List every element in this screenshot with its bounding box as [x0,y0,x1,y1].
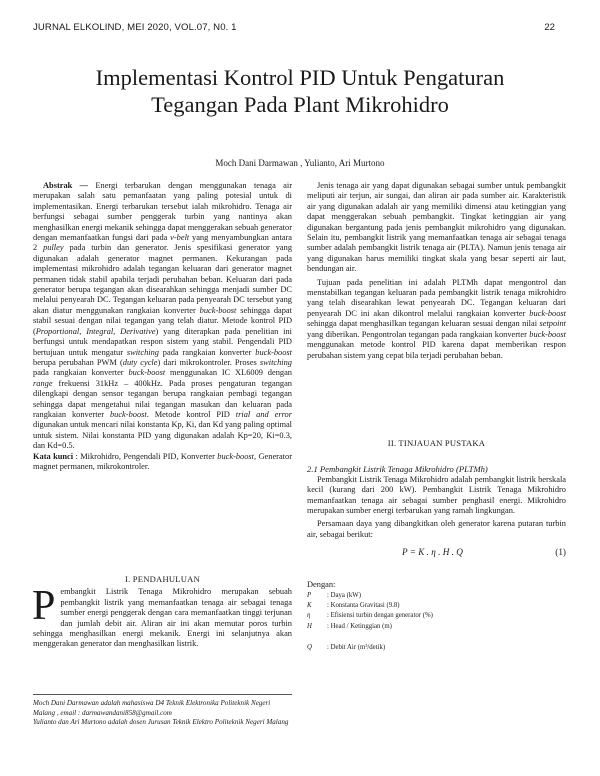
introduction-paragraph: Pembangkit Listrik Tenaga Mikrohidro merupakan sebuah pembangkit listrik yang memanfaatkan tenaga air sebagai tenaga sumber energi penggerak dengan cara memanfaatkan tinggi terjunan dan jumlah debit air. Aliran air ini akan memutar poros turbin sehingga menghasilkan energi mekanik. Energi ini selanjutnya akan menggerakan generator dan menghasilkan listrik. [32,583,292,649]
variable-definitions [307,591,566,653]
equation-number: (1) [555,547,566,558]
title-line-1: Implementasi Kontrol PID Untuk Pengaturan [95,65,505,90]
footnote-author-2: Yulianto dan Ari Murtono adalah dosen Jurusan Teknik Elektro Politeknik Negeri Malang [33,718,289,727]
footnote-author-1: Moch Dani Darmawan adalah mahasiswa D4 Teknik Elektronika Politeknik Negeri Malang , email : darmawandani858@gmail.com [33,699,271,717]
right-column [307,181,566,361]
left-column [33,181,292,472]
journal-header: JURNAL ELKOLIND, MEI 2020, VOL.07, N0. 1 [33,22,237,33]
keywords-label: Kata kunci [33,451,74,461]
footnote-divider [33,694,292,695]
definition-row: Q : Debit Air (m³/detik) [307,643,386,651]
dengan-label: Dengan: [307,580,336,590]
author-list: Moch Dani Darmawan , Yulianto, Ari Murtono [215,158,385,168]
introduction-section [33,574,292,650]
page-number: 22 [544,22,555,33]
title-line-2: Tegangan Pada Plant Mikrohidro [151,92,449,117]
keywords: Kata kunci : Mikrohidro, Pengendali PID, Konverter buck-boost, Generator magnet permanen, mikrokontroler. [33,451,292,471]
section-heading-pendahuluan: I. PENDAHULUAN [125,574,200,584]
paragraph-objective: Tujuan pada penelitian ini adalah PLTMh dapat mengontrol dan menstabilkan tegangan keluaran pada pembangkit listrik tenaga mikrohidro yang telah disearahkan lewat penyearah DC. Tegangan keluaran dari penyearah DC ini akan dikontrol melalui rangkaian konverter buck-boost sehingga dapat menghasilkan tegangan keluaran sesuai dengan nilai setpoint yang diberikan. Pengontrolan tegangan pada rangkaian konverter buck-boost menggunakan metode kontrol PID karena dapat memberikan respon perubahan sistem yang cepat bila terjadi perubahan beban. [307,277,566,360]
abstract-label: Abstrak — [43,181,89,190]
definition-spacer [307,632,566,642]
footnote [33,699,292,728]
paragraph-pltmh: Pembangkit Listrik Tenaga Mikrohidro adalah pembangkit listrik berskala kecil (kurang dari 200 kW). Pembangkit Listrik Tenaga Mikrohidro memanfaatkan tenaga air sebagai sumber penghasil energi. Mikrohidro merupakan sumber energi terbarukan yang ramah lingkungan. [307,474,566,516]
paragraph-power-equation: Persamaan daya yang dibangkitkan oleh generator karena putaran turbin air, sebagai berikut: [307,519,566,539]
paper-title [40,64,560,118]
paragraph-water-types: Jenis tenaga air yang dapat digunakan sebagai sumber untuk pembangkit meliputi air terjun, air sungai, dan aliran air pada sumber air. Karakteristik air yang digunakan adalah air yang memiliki dimensi atau ketinggian yang dapat menggerakan sebuah pembangkit. Tingkat ketinggian air yang digunakan bergantung pada jenis pembangkit mikrohidro yang digunakan. Selain itu, pembangkit listrik yang memanfaatkan tenaga air sebagai tenaga sumber adalah pembangkit listrik tenaga air (PLTA). Namun jenis tenaga air yang digunakan harus memiliki tingkat skala yang besar seperti air laut, bendungan air. [307,181,566,274]
section-tinjauan-pustaka [307,438,566,653]
definition-row: P : Daya (kW) [307,591,361,599]
definition-row: K : Konstanta Gravitasi (9.8) [307,602,400,610]
drop-cap: P [32,583,56,630]
definition-row: H : Head / Ketinggian (m) [307,622,392,630]
abstract: Abstrak — Energi terbarukan dengan menggunakan tenaga air merupakan salah satu pemanfaatan yang paling potesial untuk di implementasikan. Energi terbarukan tersebut ialah mikrohidro. Tenaga air berfungsi sebagai sumber penggerak turbin yang nantinya akan menghasilkan energi mekanik sehingga dapat menggerakan sebuah generator dengan memanfaatkan fungsi dari pada v-belt yang menyambungkan antara 2 pulley pada turbin dan generator. Jenis spesifikasi generator yang digunakan adalah generator magnet permanen. Kekurangan pada implementasi mikrohidro adalah tegangan keluaran dari generator magnet permanen tidak stabil apabila terjadi perubahan beban. Keluaran dari pada generator berupa tegangan akan disearahkan sehingga menjadi sumber DC melalui penyearah DC. Tegangan keluaran pada penyearah DC tersebut yang akan diatur menggunakan rangkaian konverter buck-boost sehingga dapat stabil sesuai dengan nilai tegangan yang telah diatur. Metode kontrol PID (Proportional, Integral, Derivative) yang diterapkan pada penelitian ini berfungsi untuk mendapatkan respon sistem yang stabil. Pengendali PID bertujuan untuk mengatur switching pada rangkaian konverter buck-boost berupa perubahan PWM (duty cycle) dari mikrokontroler. Proses switching pada rangkaian konverter buck-boost menggunakan IC XL6009 dengan range frekuensi 31kHz – 400kHz. Pada proses pengaturan tegangan dilengkapi dengan sensor tegangan berupa rangkaian pembagi tegangan sehingga dapat mengetahui nilai tegangan masukan dan keluaran pada rangkaian konverter buck-boost. Metode kontrol PID trial and error digunakan untuk mencari nilai konstanta Kp, Ki, dan Kd yang paling optimal untuk sistem. Nilai konstanta PID yang digunakan adalah Kp=20, Ki=0.3, dan Kd=0.5. [33,181,293,451]
definition-row: η : Efisiensi turbin dengan generator (%) [307,612,433,620]
section-heading-tinjauan: II. TINJAUAN PUSTAKA [387,438,486,448]
power-equation [307,547,566,561]
equation-formula: P = K . η . H . Q [402,547,463,558]
subsection-heading-pltmh: 2.1 Pembangkit Listrik Tenaga Mikrohidro (PLTMh) [307,464,488,475]
